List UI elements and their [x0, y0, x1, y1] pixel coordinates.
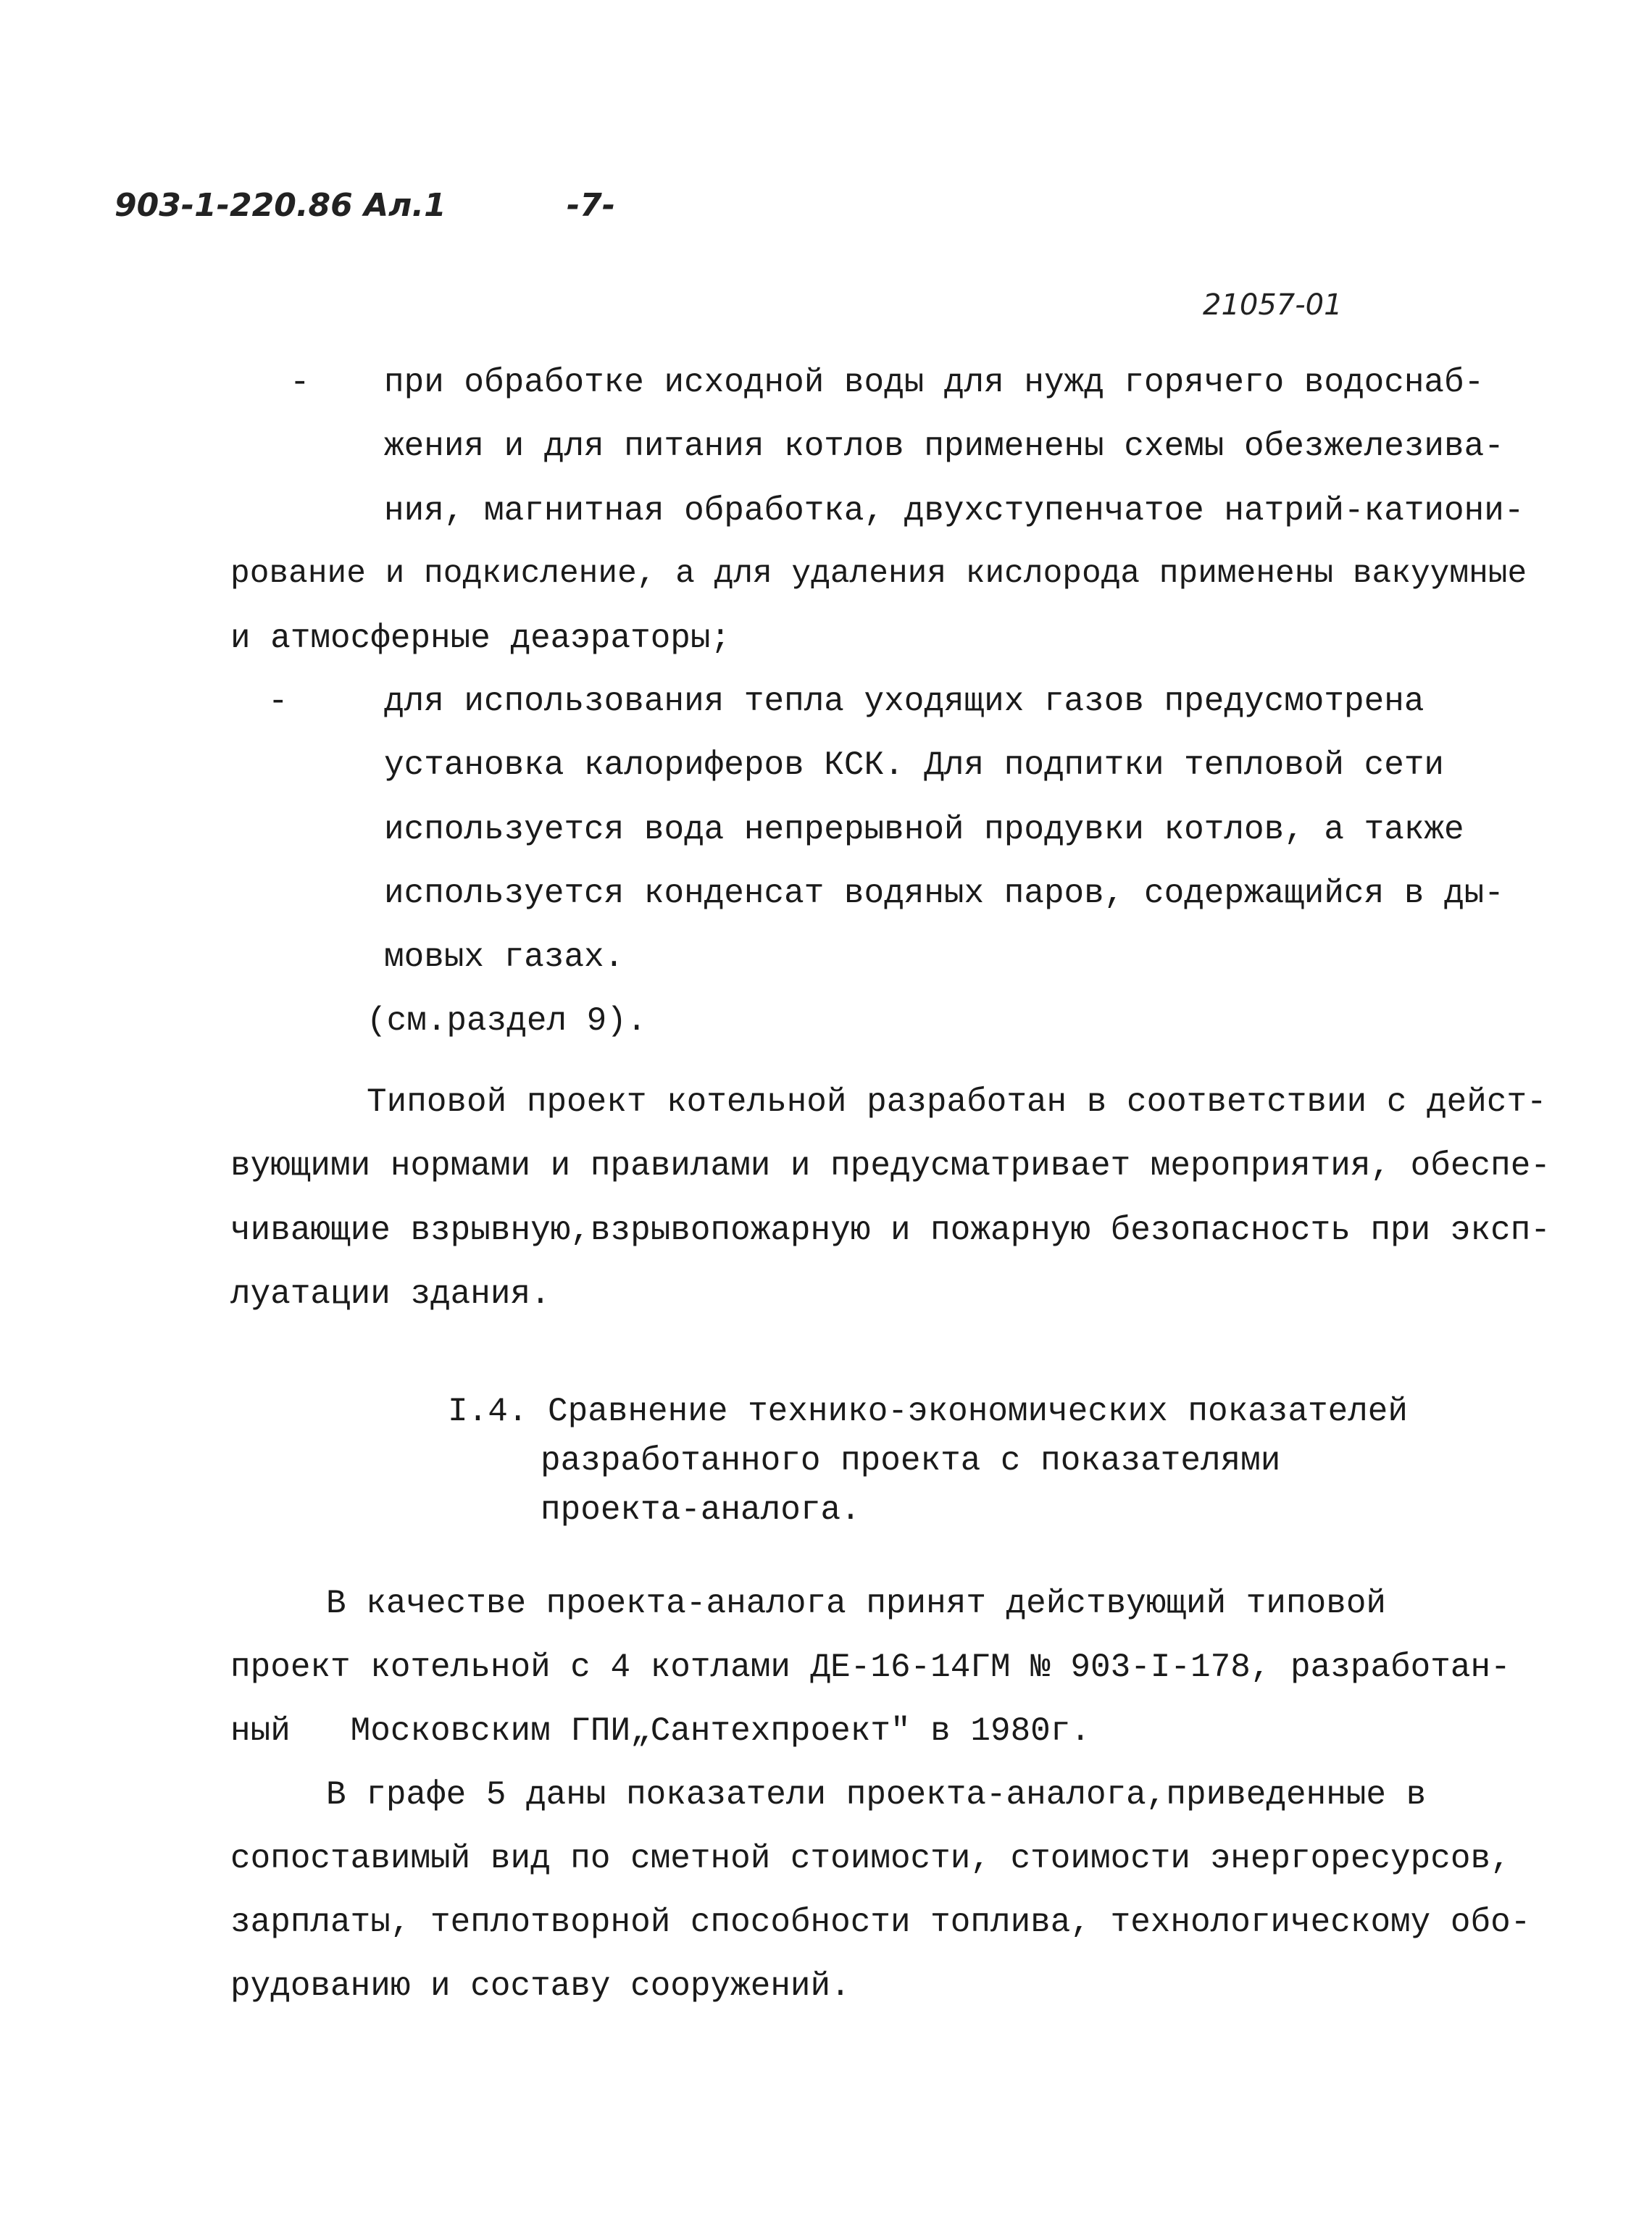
- paragraph3-line: рудованию и составу сооружений.: [230, 1967, 851, 2005]
- bullet2-line: для использования тепла уходящих газов предусмотрена: [384, 683, 1424, 720]
- page-number: -7-: [567, 187, 616, 224]
- paragraph1-line: чивающие взрывную,взрывопожарную и пожарную безопасность при эксп-: [230, 1212, 1551, 1249]
- section-reference: (см.раздел 9).: [367, 1002, 647, 1040]
- paragraph1-line: вующими нормами и правилами и предусматривает мероприятия, обеспе-: [230, 1147, 1551, 1185]
- paragraph3-line: сопоставимый вид по сметной стоимости, стоимости энергоресурсов,: [230, 1840, 1511, 1877]
- bullet-dash-2: -: [268, 683, 288, 720]
- paragraph1-line: луатации здания.: [230, 1275, 551, 1313]
- paragraph2-line: В качестве проекта-аналога принят действующий типовой: [326, 1585, 1387, 1622]
- paragraph1-line: Типовой проект котельной разработан в соответствии с дейст-: [367, 1083, 1547, 1121]
- bullet2-line: используется конденсат водяных паров, содержащийся в ды-: [384, 875, 1504, 912]
- bullet-dash-1: -: [290, 364, 310, 401]
- bullet1-line: и атмосферные деаэраторы;: [230, 620, 731, 657]
- bullet2-line: установка калориферов КСК. Для подпитки тепловой сети: [384, 746, 1445, 784]
- section-heading-line: проекта-аналога.: [541, 1491, 861, 1529]
- paragraph3-line: зарплаты, теплотворной способности топлива, технологическому обо-: [230, 1904, 1531, 1941]
- bullet1-line: ния, магнитная обработка, двухступенчатое натрий-катиони-: [384, 492, 1524, 530]
- doc-code: 903-1-220.86 Ал.1: [114, 187, 446, 224]
- paragraph2-line: ный Московским ГПИ„Сантехпроект" в 1980г.: [230, 1712, 1090, 1750]
- paragraph3-line: В графе 5 даны показатели проекта-аналога,приведенные в: [326, 1776, 1427, 1814]
- bullet2-line: мовых газах.: [384, 938, 625, 976]
- bullet1-line: жения и для питания котлов применены схемы обезжелезива-: [384, 428, 1504, 465]
- section-heading-line: разработанного проекта с показателями: [541, 1442, 1281, 1480]
- section-heading-line: I.4. Сравнение технико-экономических показателей: [448, 1393, 1409, 1430]
- bullet1-line: при обработке исходной воды для нужд горячего водоснаб-: [384, 364, 1485, 401]
- bullet2-line: используется вода непрерывной продувки котлов, а также: [384, 811, 1464, 849]
- inventory-number: 21057-01: [1203, 288, 1343, 322]
- paragraph2-line: проект котельной с 4 котлами ДЕ-16-14ГМ № 903-I-178, разработан-: [230, 1649, 1511, 1686]
- bullet1-line: рование и подкисление, а для удаления кислорода применены вакуумные: [230, 556, 1527, 592]
